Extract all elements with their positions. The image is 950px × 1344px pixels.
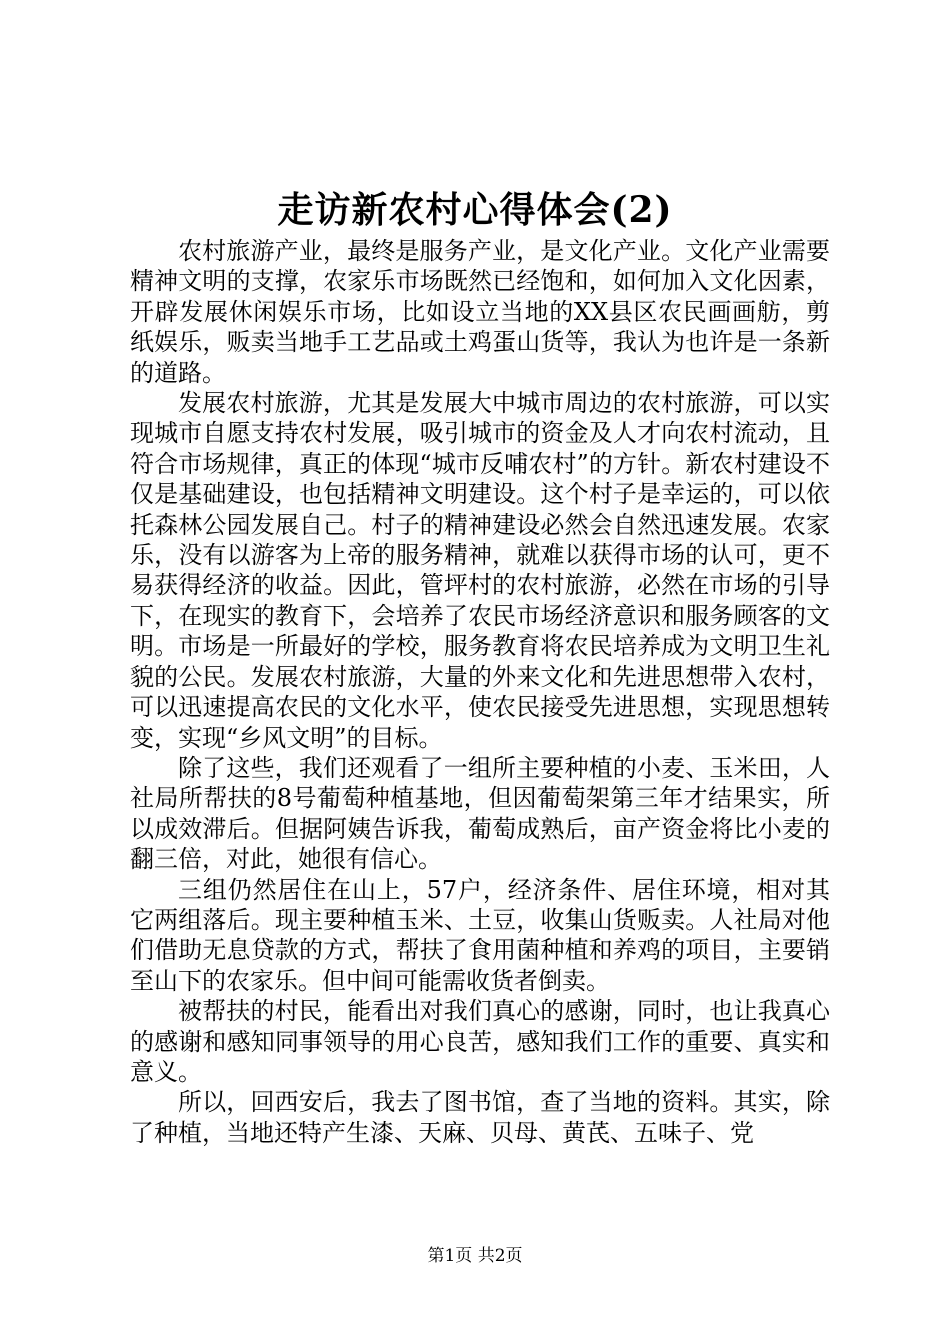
document-title: 走访新农村心得体会(2) [277, 189, 673, 231]
paragraph: 被帮扶的村民，能看出对我们真心的感谢，同时，也让我真心的感谢和感知同事领导的用心良苦，感知我们工作的重要、真实和意义。 [130, 997, 830, 1086]
paragraph: 农村旅游产业，最终是服务产业，是文化产业。文化产业需要精神文明的支撑，农家乐市场既然已经饱和，如何加入文化因素，开辟发展休闲娱乐市场，比如设立当地的XX县区农民画画舫，剪纸娱乐，贩卖当地手工艺品或土鸡蛋山货等，我认为也许是一条新的道路。 [130, 237, 830, 387]
document-body [130, 236, 830, 1148]
paragraph: 发展农村旅游，尤其是发展大中城市周边的农村旅游，可以实现城市自愿支持农村发展，吸引城市的资金及人才向农村流动，且符合市场规律，真正的体现“城市反哺农村”的方针。新农村建设不仅是基础建设，也包括精神文明建设。这个村子是幸运的，可以依托森林公园发展自己。村子的精神建设必然会自然迅速发展。农家乐，没有以游客为上帝的服务精神，就难以获得市场的认可，更不易获得经济的收益。因此，管坪村的农村旅游，必然在市场的引导下，在现实的教育下，会培养了农民市场经济意识和服务顾客的文明。市场是一所最好的学校，服务教育将农民培养成为文明卫生礼貌的公民。发展农村旅游，大量的外来文化和先进思想带入农村，可以迅速提高农民的文化水平，使农民接受先进思想，实现思想转变，实现“乡风文明”的目标。 [130, 389, 830, 752]
paragraph: 三组仍然居住在山上，57户，经济条件、居住环境，相对其它两组落后。现主要种植玉米、土豆，收集山货贩卖。人社局对他们借助无息贷款的方式，帮扶了食用菌种植和养鸡的项目，主要销至山下的农家乐。但中间可能需收货者倒卖。 [130, 875, 830, 995]
paragraph: 除了这些，我们还观看了一组所主要种植的小麦、玉米田，人社局所帮扶的8号葡萄种植基地，但因葡萄架第三年才结果实，所以成效滞后。但据阿姨告诉我，葡萄成熟后，亩产资金将比小麦的翻三倍，对此，她很有信心。 [130, 753, 830, 874]
paragraph: 所以，回西安后，我去了图书馆，查了当地的资料。其实，除了种植，当地还特产生漆、天麻、贝母、黄芪、五味子、党 [130, 1088, 830, 1147]
page-number-footer: 第1页 共2页 [427, 1246, 523, 1266]
